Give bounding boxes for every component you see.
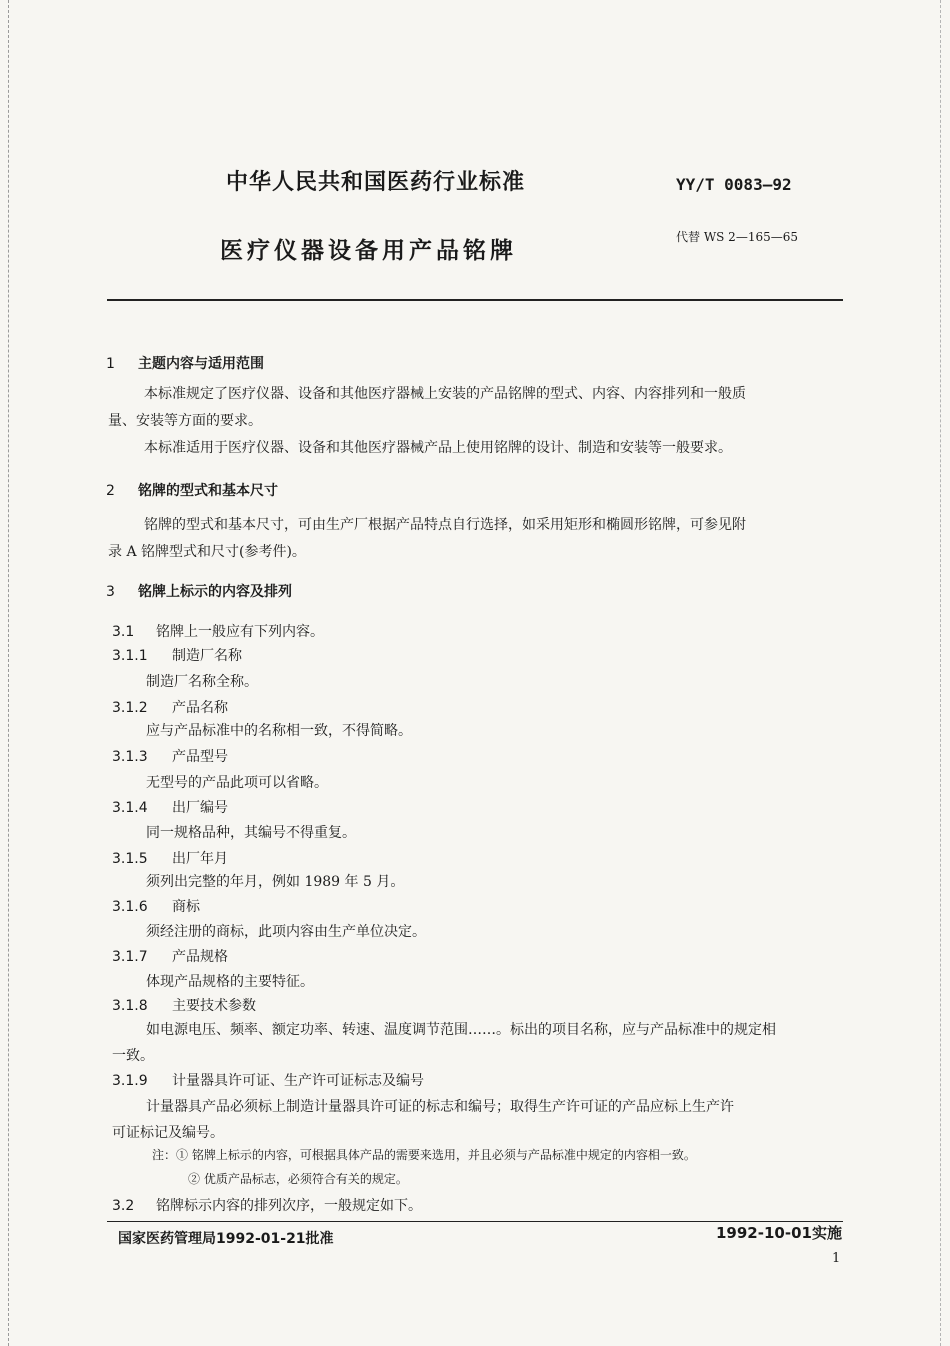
item-number: 3.1 <box>112 624 135 640</box>
item-3-2 <box>112 1195 422 1215</box>
section-1-para-1-line-1: 本标准规定了医疗仪器、设备和其他医疗器械上安装的产品铭牌的型式、内容、内容排列和一般质 <box>144 386 746 402</box>
item-3-1-9 <box>112 1070 424 1090</box>
scan-edge-left <box>8 0 10 1346</box>
section-1-para-2: 本标准适用于医疗仪器、设备和其他医疗器械产品上使用铭牌的设计、制造和安装等一般要求。 <box>144 440 732 456</box>
page-title: 医疗仪器设备用产品铭牌 <box>220 238 517 264</box>
item-label: 商标 <box>172 899 200 915</box>
item-label: 主要技术参数 <box>172 998 256 1014</box>
item-number: 3.1.7 <box>112 949 148 965</box>
item-number: 3.1.2 <box>112 700 148 716</box>
section-1-para-1-line-2: 量、安装等方面的要求。 <box>108 413 262 429</box>
item-number: 3.2 <box>112 1198 135 1214</box>
item-3-1-4-text: 同一规格品种，其编号不得重复。 <box>146 825 356 841</box>
item-3-1-1 <box>112 645 242 665</box>
item-3-1-8-text-line-1: 如电源电压、频率、额定功率、转速、温度调节范围……。标出的项目名称，应与产品标准中的规定相 <box>146 1022 776 1038</box>
header-divider <box>107 299 843 301</box>
section-2-heading <box>106 480 278 500</box>
item-label: 计量器具许可证、生产许可证标志及编号 <box>172 1073 424 1089</box>
section-title: 铭牌的型式和基本尺寸 <box>138 483 278 499</box>
item-3-1-9-text-line-1: 计量器具产品必须标上制造计量器具许可证的标志和编号；取得生产许可证的产品应标上生产许 <box>146 1099 734 1115</box>
item-3-1-3-text: 无型号的产品此项可以省略。 <box>146 775 328 791</box>
item-3-1-3 <box>112 746 228 766</box>
section-2-para-line-1: 铭牌的型式和基本尺寸，可由生产厂根据产品特点自行选择，如采用矩形和椭圆形铭牌，可参见附 <box>144 517 746 533</box>
item-number: 3.1.3 <box>112 749 148 765</box>
item-3-1-7-text: 体现产品规格的主要特征。 <box>146 974 314 990</box>
item-number: 3.1.1 <box>112 648 148 664</box>
item-number: 3.1.4 <box>112 800 148 816</box>
item-label: 铭牌标示内容的排列次序，一般规定如下。 <box>156 1198 422 1214</box>
item-number: 3.1.6 <box>112 899 148 915</box>
item-label: 出厂编号 <box>172 800 228 816</box>
section-1-heading <box>106 353 264 373</box>
item-3-1-2 <box>112 697 228 717</box>
item-3-1-6 <box>112 896 200 916</box>
standard-number: YY/T 0083—92 <box>676 175 792 194</box>
item-number: 3.1.5 <box>112 851 148 867</box>
approval-date: 国家医药管理局1992-01-21批准 <box>118 1231 334 1247</box>
item-number: 3.1.8 <box>112 998 148 1014</box>
item-3-1-1-text: 制造厂名称全称。 <box>146 674 258 690</box>
page-number: 1 <box>832 1251 841 1266</box>
item-3-1-4 <box>112 797 228 817</box>
item-label: 制造厂名称 <box>172 648 242 664</box>
note-1: 注：① 铭牌上标示的内容，可根据具体产品的需要来选用，并且必须与产品标准中规定的内容相一致。 <box>152 1148 696 1162</box>
note-2: ② 优质产品标志，必须符合有关的规定。 <box>188 1172 408 1186</box>
section-number: 1 <box>106 356 115 372</box>
item-3-1-8 <box>112 995 256 1015</box>
item-3-1-9-text-line-2: 可证标记及编号。 <box>112 1125 224 1141</box>
scan-edge-right <box>940 0 942 1346</box>
effective-date: 1992-10-01实施 <box>716 1224 842 1242</box>
item-number: 3.1.9 <box>112 1073 148 1089</box>
item-3-1-2-text: 应与产品标准中的名称相一致，不得简略。 <box>146 723 412 739</box>
item-3-1-8-text-line-2: 一致。 <box>112 1048 154 1064</box>
section-number: 3 <box>106 584 115 600</box>
item-label: 产品型号 <box>172 749 228 765</box>
item-label: 铭牌上一般应有下列内容。 <box>156 624 324 640</box>
section-title: 主题内容与适用范围 <box>138 356 264 372</box>
section-number: 2 <box>106 483 115 499</box>
item-label: 出厂年月 <box>172 851 228 867</box>
section-2-para-line-2: 录 A 铭牌型式和尺寸(参考件)。 <box>108 544 306 560</box>
item-3-1 <box>112 621 324 641</box>
item-3-1-5 <box>112 848 228 868</box>
item-3-1-6-text: 须经注册的商标，此项内容由生产单位决定。 <box>146 924 426 940</box>
standard-org-title: 中华人民共和国医药行业标准 <box>226 170 526 195</box>
section-title: 铭牌上标示的内容及排列 <box>138 584 292 600</box>
replaces-note: 代替 WS 2—165—65 <box>676 230 798 244</box>
item-3-1-7 <box>112 946 228 966</box>
section-3-heading <box>106 581 292 601</box>
item-3-1-5-text: 须列出完整的年月，例如 1989 年 5 月。 <box>146 874 405 890</box>
item-label: 产品规格 <box>172 949 228 965</box>
item-label: 产品名称 <box>172 700 228 716</box>
